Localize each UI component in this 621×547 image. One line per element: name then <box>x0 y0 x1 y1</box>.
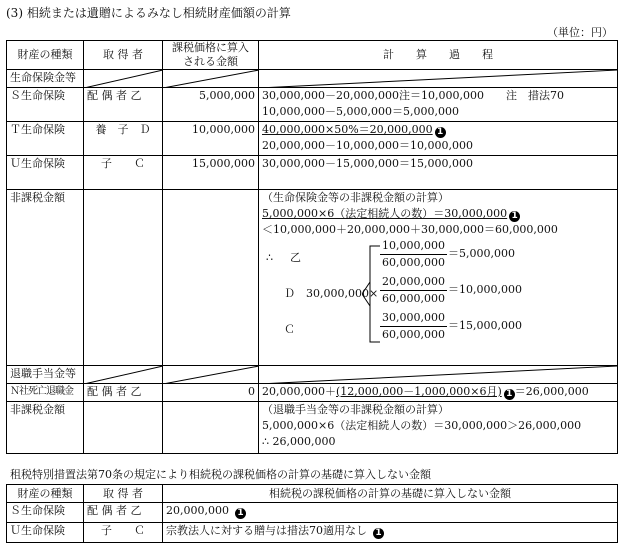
process: 40,000,000×50%＝20,000,000 1 20,000,000－10,000,000＝10,000,000 <box>259 122 618 156</box>
value: 20,000,000 1 <box>163 503 618 523</box>
point-mark-icon: 1 <box>373 528 384 539</box>
row-s-insurance <box>7 88 618 122</box>
acquirer: 養 子 Ｄ <box>84 122 163 156</box>
acquirer: 配 偶 者 乙 <box>84 384 163 402</box>
header-excluded: 相続税の課税価格の計算の基礎に算入しない金額 <box>163 485 618 503</box>
section-label-insurance: 生命保険金等 <box>7 70 84 88</box>
amount <box>163 190 259 366</box>
section-row-insurance <box>7 70 618 88</box>
point-mark-icon: 1 <box>235 508 246 519</box>
allocation-block: ∴ 乙 Ｄ 30,000,000× Ｃ $\frac{10,000,000}{60,000,000}$ ＝5,000,000 $\frac{20,000,000}{60,000,000}$ ＝10,000,000 $\frac{30,000,000}{60,000,000}$ ＝15,000,000 <box>262 238 614 358</box>
fraction: $\frac{10,000,000}{60,000,000}$ <box>382 239 445 269</box>
amount: 15,000,000 <box>163 156 259 190</box>
row-n-retirement <box>7 384 618 402</box>
row-t-insurance <box>7 122 618 156</box>
acquirer: 配 偶 者 乙 <box>84 503 163 523</box>
kind: 非課税金額 <box>7 190 84 366</box>
slash-cell <box>163 70 259 88</box>
header-row <box>7 485 618 503</box>
table-row <box>7 523 618 543</box>
amount: 10,000,000 <box>163 122 259 156</box>
process: （退職手当金等の非課税金額の計算） 5,000,000×6（法定相続人の数）＝30,000,000＞26,000,000 ∴ 26,000,000 <box>259 402 618 454</box>
slash-cell <box>84 366 163 384</box>
acquirer <box>84 190 163 366</box>
excluded-table <box>6 484 618 543</box>
kind: Ｓ生命保険 <box>7 503 84 523</box>
unit-label: （単位：円） <box>547 26 613 39</box>
process: 30,000,000－15,000,000＝15,000,000 <box>259 156 618 190</box>
acquirer: 子 Ｃ <box>84 523 163 543</box>
row-exempt-insurance <box>7 190 618 366</box>
section-label-retirement: 退職手当金等 <box>7 366 84 384</box>
point-mark-icon: 1 <box>435 127 446 138</box>
amount <box>163 402 259 454</box>
section-row-retirement <box>7 366 618 384</box>
slash-cell <box>163 366 259 384</box>
slash-cell <box>84 70 163 88</box>
acquirer: 子 Ｃ <box>84 156 163 190</box>
point-mark-icon: 1 <box>504 389 515 400</box>
slash-cell <box>259 70 618 88</box>
header-kind: 財産の種類 <box>7 485 84 503</box>
process: （生命保険金等の非課税金額の計算） 5,000,000×6（法定相続人の数）＝30,000,000 1 ＜10,000,000＋20,000,000＋30,000,000＝60,000,000 ∴ 乙 Ｄ 30,000,000× Ｃ $\frac{10,000,000}{60,000,000}$ ＝5,000,000 $\frac{20,000,000}{60,000,000}$ ＝10,000,000 $\frac{30,000,000}{60,000,000}$ ＝15,000,000 <box>259 190 618 366</box>
acquirer: 配 偶 者 乙 <box>84 88 163 122</box>
fraction: $\frac{30,000,000}{60,000,000}$ <box>382 311 445 341</box>
section-title: (3) 相続または遺贈によるみなし相続財産価額の計算 <box>6 6 291 20</box>
point-mark-icon: 1 <box>509 211 520 222</box>
calc-table <box>6 40 618 454</box>
header-acquirer: 取 得 者 <box>84 485 163 503</box>
kind: Ｎ社死亡退職金 <box>7 384 84 402</box>
brace-icon <box>362 244 382 352</box>
header-process: 計 算 過 程 <box>259 41 618 70</box>
process: 20,000,000＋(12,000,000－1,000,000×6月) 1 ＝26,000,000 <box>259 384 618 402</box>
kind: Ｓ生命保険 <box>7 88 84 122</box>
amount: 0 <box>163 384 259 402</box>
header-kind: 財産の種類 <box>7 41 84 70</box>
kind: Ｕ生命保険 <box>7 523 84 543</box>
header-acquirer: 取 得 者 <box>84 41 163 70</box>
kind: Ｕ生命保険 <box>7 156 84 190</box>
row-u-insurance <box>7 156 618 190</box>
table-row <box>7 503 618 523</box>
slash-cell <box>259 366 618 384</box>
header-amount: 課税価格に算入 される金額 <box>163 41 259 70</box>
note-text: 租税特別措置法第70条の規定により相続税の課税価格の計算の基礎に算入しない金額 <box>10 468 431 481</box>
row-exempt-retirement <box>7 402 618 454</box>
kind: Ｔ生命保険 <box>7 122 84 156</box>
header-row <box>7 41 618 70</box>
amount: 5,000,000 <box>163 88 259 122</box>
process: 30,000,000－20,000,000注＝10,000,000 注 措法70 10,000,000－5,000,000＝5,000,000 <box>259 88 618 122</box>
acquirer <box>84 402 163 454</box>
value: 宗教法人に対する贈与は措法70適用なし 1 <box>163 523 618 543</box>
fraction: $\frac{20,000,000}{60,000,000}$ <box>382 275 445 305</box>
kind: 非課税金額 <box>7 402 84 454</box>
